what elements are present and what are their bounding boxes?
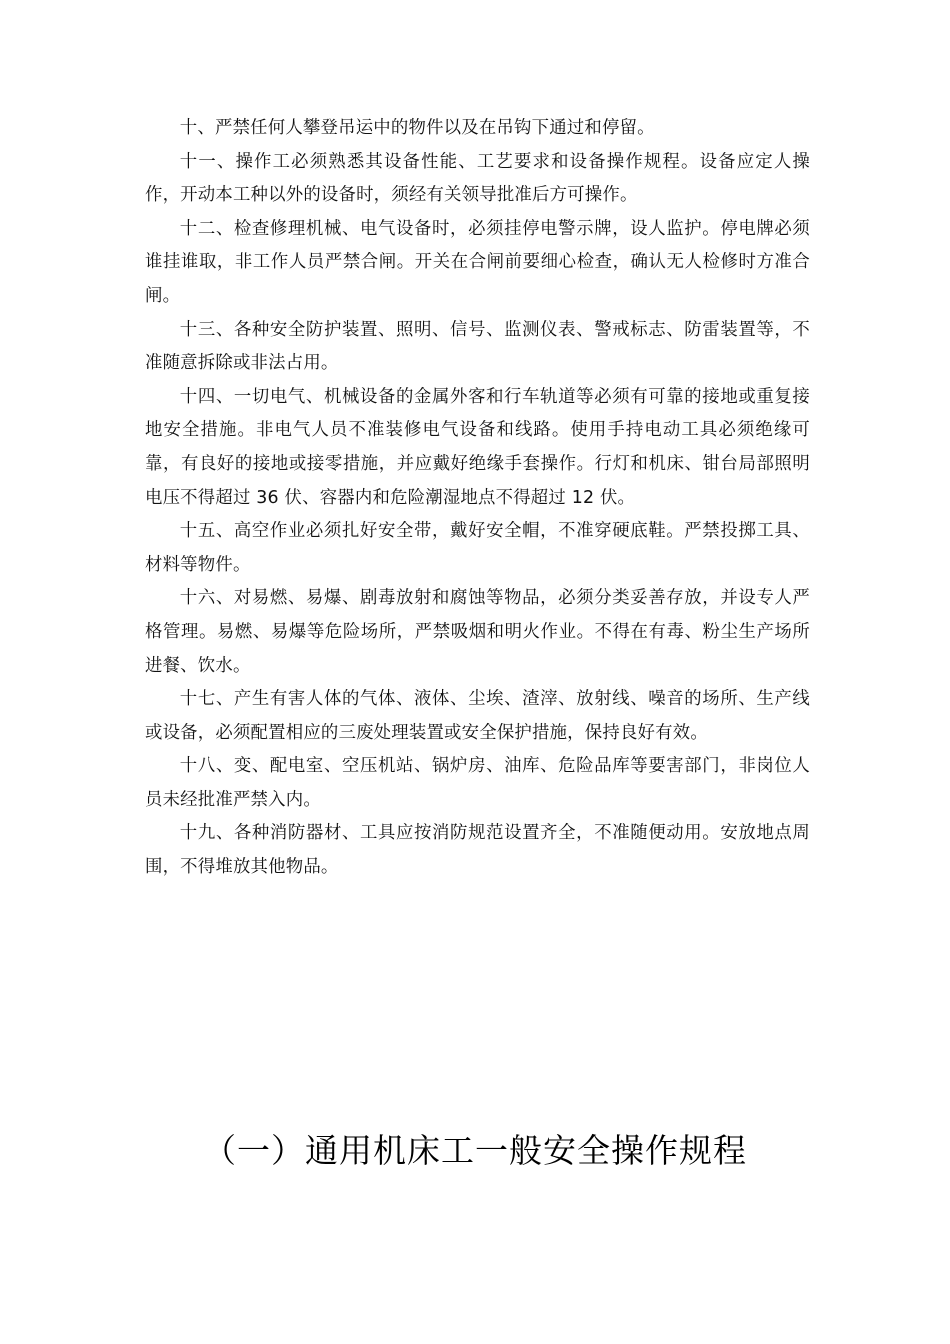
regulation-item-13: 十三、各种安全防护装置、照明、信号、监测仪表、警戒标志、防雷装置等，不准随意拆除或非法占用。: [145, 319, 810, 374]
regulation-item-16: 十六、对易燃、易爆、剧毒放射和腐蚀等物品，必须分类妥善存放，并设专人严格管理。易燃、易爆等危险场所，严禁吸烟和明火作业。不得在有毒、粉尘生产场所进餐、饮水。: [145, 588, 810, 676]
regulation-item-14: 十四、一切电气、机械设备的金属外客和行车轨道等必须有可靠的接地或重复接地安全措施。非电气人员不准装修电气设备和线路。使用手持电动工具必须绝缘可靠，有良好的接地或接零措施，并应戴好绝缘手套操作。行灯和机床、钳台局部照明电压不得超过 36 伏、容器内和危险潮湿地点不得超过 12 伏。: [145, 386, 810, 508]
regulation-body: [145, 112, 810, 885]
regulation-item-17: 十七、产生有害人体的气体、液体、尘埃、渣滓、放射线、噪音的场所、生产线或设备，必须配置相应的三废处理装置或安全保护措施，保持良好有效。: [145, 689, 810, 743]
regulation-item-15: 十五、高空作业必须扎好安全带，戴好安全帽，不准穿硬底鞋。严禁投掷工具、材料等物件。: [145, 521, 810, 575]
regulation-item-12: 十二、检查修理机械、电气设备时，必须挂停电警示牌，设人监护。停电牌必须谁挂谁取，非工作人员严禁合闸。开关在合闸前要细心检查，确认无人检修时方准合闸。: [145, 218, 810, 306]
regulation-item-18: 十八、变、配电室、空压机站、锅炉房、油库、危险品库等要害部门，非岗位人员未经批准严禁入内。: [145, 756, 810, 810]
regulation-item-11: 十一、操作工必须熟悉其设备性能、工艺要求和设备操作规程。设备应定人操作，开动本工种以外的设备时，须经有关领导批准后方可操作。: [145, 151, 810, 206]
section-heading: （一）通用机床工一般安全操作规程: [203, 1131, 747, 1170]
regulation-item-19: 十九、各种消防器材、工具应按消防规范设置齐全，不准随便动用。安放地点周围，不得堆放其他物品。: [145, 823, 810, 878]
regulation-item-10: 十、严禁任何人攀登吊运中的物件以及在吊钩下通过和停留。: [179, 118, 655, 138]
